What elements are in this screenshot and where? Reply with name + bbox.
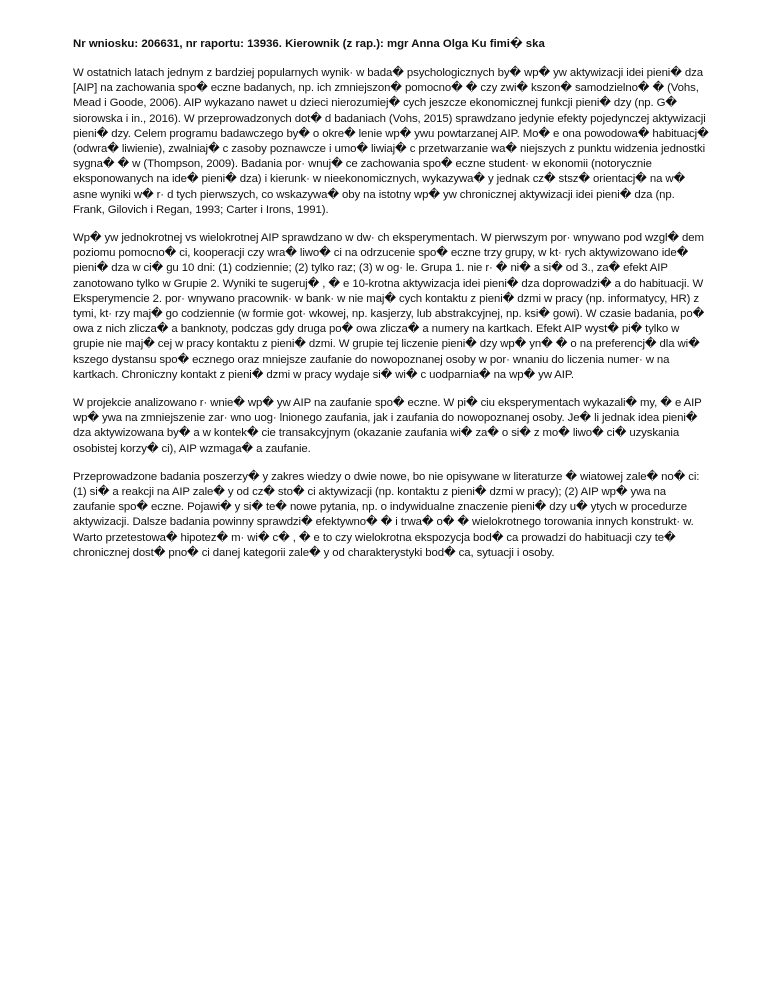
paragraph-trust: W projekcie analizowano r· wnie� wp� yw AIP na zaufanie spo� eczne. W pi� ciu eksperymentach wykazali� my, � e AIP wp� ywa na zmniejszenie zar· wno uog· lnionego zaufania, jak i zaufania do nowopoznanej osoby. Je� li jednak idea pieni� dza aktywizowana by� a w kontek� cie transakcyjnym (okazanie zaufania wi� za� o si� z mo� liwo� ci� uzyskania osobistej korzy� ci), AIP wzmaga� a zaufanie. <box>73 397 702 455</box>
paragraph-conclusions: Przeprowadzone badania poszerzy� y zakres wiedzy o dwie nowe, bo nie opisywane w literaturze � wiatowej zale� no� ci: (1) si� a reakcji na AIP zale� y od cz� sto� ci aktywizacji (np. kontaktu z pieni� dzmi w pracy); (2) AIP wp� ywa na zaufanie spo� eczne. Pojawi� y si� te� nowe pytania, np. o indywidualne znaczenie pieni� dzy u� ytych w procedurze aktywizacji. Dalsze badania powinny sprawdzi� efektywno� � i trwa� o� � wielokrotnego torowania innych konstrukt· w. Warto przetestowa� hipotez� m· wi� c� , � e to czy wielokrotna ekspozycja bod� ca prowadzi do habituacji czy te� chronicznej dost� pno� ci danej kategorii zale� y od charakterystyki bod� ca, sytuacji i osoby. <box>73 470 700 559</box>
report-header: Nr wniosku: 206631, nr raportu: 13936. Kierownik (z rap.): mgr Anna Olga Ku ﬁmi� ska <box>73 38 545 50</box>
paragraph-experiments: Wp� yw jednokrotnej vs wielokrotnej AIP sprawdzano w dw· ch eksperymentach. W pierwszym por· wnywano pod wzgl� dem poziomu pomocno� ci, kooperacji czy wra� liwo� ci na odrzucenie spo� eczne trzy grupy, w kt· rych aktywizowano ide� pieni� dza w ci� gu 10 dni: (1) codziennie; (2) tylko raz; (3) w og· le. Grupa 1. nie r· � ni� a si� od 3., za� efekt AIP zanotowano tylko w Grupie 2. Wyniki te sugeruj� , � e 10-krotna aktywizacja idei pieni� dza doprowadzi� a do habituacji. W Eksperymencie 2. por· wnywano pracownik· w bank· w nie maj� cych kontaktu z pieni� dzmi w pracy (np. informatycy, HR) z tymi, kt· rzy maj� go codziennie (w formie got· wkowej, np. kasjerzy, lub abstrakcyjnej, np. ksi� gowi). W czasie badania, po� owa z nich zlicza� a banknoty, podczas gdy druga po� owa zlicza� a numery na kartkach. Efekt AIP wyst� pi� tylko w grupie nie maj� cej w pracy kontaktu z pieni� dzmi. W grupie tej liczenie pieni� dzy wp� yn� � o na preferencj� dla wi� kszego dystansu spo� ecznego oraz mniejsze zaufanie do nowopoznanej osoby w por· wnaniu do liczenia numer· w na kartkach. Chroniczny kontakt z pieni� dzmi w pracy wydaje si� wi� c uodparnia� na wp� yw AIP. <box>73 232 705 381</box>
report-page <box>73 36 709 574</box>
paragraph-background: W ostatnich latach jednym z bardziej popularnych wynik· w bada� psychologicznych by� wp� yw aktywizacji idei pieni� dza [AIP] na zachowania spo� eczne badanych, np. ich zmniejszon� pomocno� � czy zwi� kszon� samodzielno� � (Vohs, Mead i Goode, 2006). AIP wykazano nawet u dzieci nierozumiej� cych jeszcze ekonomicznej funkcji pieni� dzy (np. G� siorowska i in., 2016). W przeprowadzonych dot� d badaniach (Vohs, 2015) sprawdzano jedynie efekty pojedynczej aktywizacji pieni� dzy. Celem programu badawczego by� o okre� lenie wp� ywu powtarzanej AIP. Mo� e ona powodowa� habituacj� (odwra� liwienie), zwalniaj� c zasoby poznawcze i umo� liwiaj� c przetwarzanie wa� niejszych z punktu widzenia jednostki sygna� � w (Thompson, 2009). Badania por· wnuj� ce zachowania spo� eczne student· w ekonomii (notorycznie eksponowanych na ide� pieni� dza) i kierunk· w nieekonomicznych, wykazywa� y jednak cz� stsz� orientacj� na w� asne wyniki w� r· d tych pierwszych, co wskazywa� oby na istotny wp� yw chronicznej aktywizacji idei pieni� dza (np. Frank, Gilovich i Regan, 1993; Carter i Irons, 1991). <box>73 67 709 216</box>
